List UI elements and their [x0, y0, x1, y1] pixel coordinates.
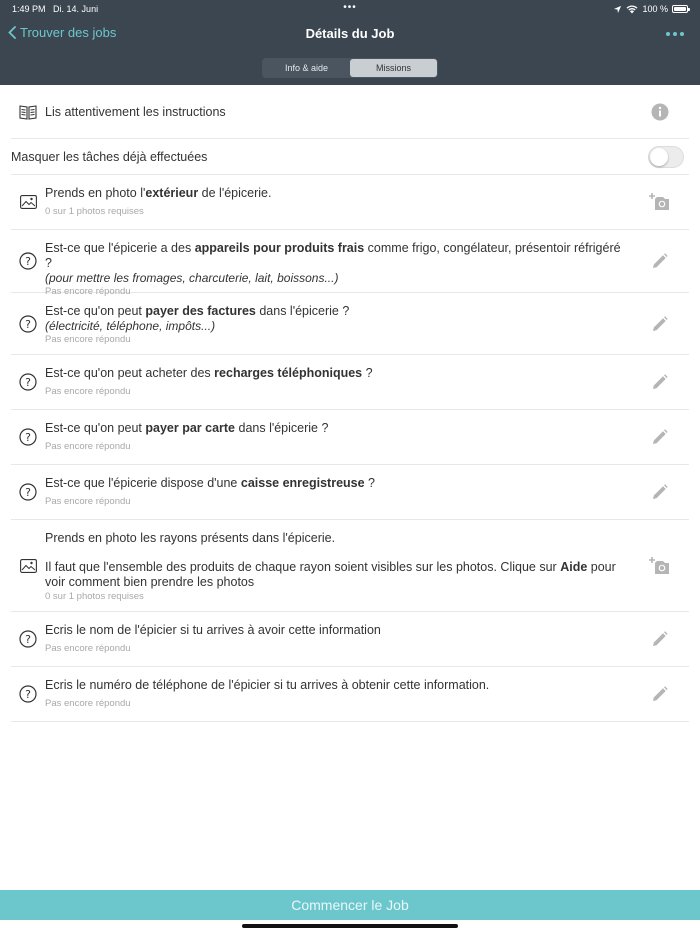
task-note: Il faut que l'ensemble des produits de chaque rayon soient visibles sur les photos. Clique sur Aide pour voir comment bien prendre les photos [45, 560, 616, 589]
page-title: Détails du Job [305, 26, 395, 41]
task-text: Est-ce qu'on peut payer par carte dans l'épicerie ? [45, 421, 329, 435]
task-text: Prends en photo l'extérieur de l'épicerie. [45, 186, 272, 200]
missions-list [0, 85, 700, 722]
svg-text:?: ? [25, 255, 31, 268]
task-row[interactable] [11, 175, 689, 230]
pencil-icon[interactable] [649, 313, 671, 335]
app-header [0, 0, 700, 85]
start-job-button[interactable]: Commencer le Job [0, 890, 700, 920]
status-bar [0, 0, 700, 18]
instructions-row[interactable] [11, 85, 689, 139]
task-text: Est-ce que l'épicerie a des appareils pour produits frais comme frigo, congélateur, présentoir réfrigéré ? [45, 241, 621, 270]
add-photo-icon[interactable] [649, 555, 671, 577]
svg-text:?: ? [25, 688, 31, 701]
home-indicator[interactable] [242, 924, 458, 928]
task-row[interactable] [11, 410, 689, 465]
info-icon[interactable] [649, 101, 671, 123]
task-row[interactable] [11, 520, 689, 612]
book-icon [18, 102, 38, 122]
task-text: Ecris le nom de l'épicier si tu arrives à avoir cette information [45, 623, 381, 637]
task-text: Est-ce que l'épicerie dispose d'une caisse enregistreuse ? [45, 476, 376, 490]
pencil-icon[interactable] [649, 426, 671, 448]
question-circle-icon [18, 684, 38, 704]
task-hint: (pour mettre les fromages, charcuterie, lait, boissons...) [45, 271, 339, 285]
pencil-icon[interactable] [649, 371, 671, 393]
task-status: Pas encore répondu [45, 386, 131, 397]
back-label: Trouver des jobs [20, 25, 117, 40]
task-hint: (électricité, téléphone, impôts...) [45, 319, 216, 333]
segmented-control [262, 58, 438, 78]
task-row[interactable] [11, 667, 689, 722]
question-circle-icon [18, 372, 38, 392]
svg-text:?: ? [25, 633, 31, 646]
svg-text:?: ? [25, 431, 31, 444]
task-row[interactable] [11, 612, 689, 667]
task-status: Pas encore répondu [45, 698, 131, 709]
svg-text:?: ? [25, 486, 31, 499]
wifi-icon [626, 5, 638, 14]
task-status: 0 sur 1 photos requises [45, 206, 144, 217]
task-row[interactable] [11, 355, 689, 410]
add-photo-icon[interactable] [649, 191, 671, 213]
task-status: Pas encore répondu [45, 643, 131, 654]
task-text: Est-ce qu'on peut acheter des recharges téléphoniques ? [45, 366, 373, 380]
hide-completed-row [11, 139, 689, 175]
question-circle-icon [18, 482, 38, 502]
hide-completed-toggle[interactable] [648, 146, 684, 168]
hide-completed-label: Masquer les tâches déjà effectuées [11, 150, 208, 164]
navigation-bar [0, 18, 700, 50]
battery-percent: 100 % [642, 4, 668, 14]
task-status: Pas encore répondu [45, 286, 131, 297]
task-status: 0 sur 1 photos requises [45, 591, 144, 602]
task-text: Est-ce qu'on peut payer des factures dans l'épicerie ? [45, 304, 350, 318]
question-circle-icon [18, 251, 38, 271]
tab-missions[interactable]: Missions [350, 59, 437, 77]
instructions-label: Lis attentivement les instructions [45, 105, 226, 119]
pencil-icon[interactable] [649, 481, 671, 503]
task-row[interactable] [11, 230, 689, 297]
svg-text:?: ? [25, 376, 31, 389]
question-circle-icon [18, 629, 38, 649]
task-status: Pas encore répondu [45, 334, 131, 345]
status-right [613, 4, 688, 14]
status-time: 1:49 PM Di. 14. Juni [12, 4, 99, 14]
svg-text:?: ? [25, 317, 31, 331]
task-row[interactable] [11, 293, 689, 355]
image-icon [18, 192, 38, 212]
task-text: Prends en photo les rayons présents dans l'épicerie. [45, 531, 336, 545]
location-arrow-icon [613, 5, 622, 14]
task-status: Pas encore répondu [45, 496, 131, 507]
task-status: Pas encore répondu [45, 441, 131, 452]
question-circle-icon [18, 314, 38, 334]
image-icon [18, 556, 38, 576]
pencil-icon[interactable] [649, 683, 671, 705]
more-options-icon[interactable] [666, 32, 684, 36]
task-row[interactable] [11, 465, 689, 520]
status-date: Di. 14. Juni [53, 4, 99, 14]
pencil-icon[interactable] [649, 628, 671, 650]
question-circle-icon [18, 427, 38, 447]
tab-info-aide[interactable]: Info & aide [284, 63, 329, 73]
task-text: Ecris le numéro de téléphone de l'épicier si tu arrives à obtenir cette information. [45, 678, 490, 692]
pencil-icon[interactable] [649, 250, 671, 272]
multitask-dots[interactable]: ••• [343, 2, 357, 13]
battery-icon [672, 5, 688, 13]
